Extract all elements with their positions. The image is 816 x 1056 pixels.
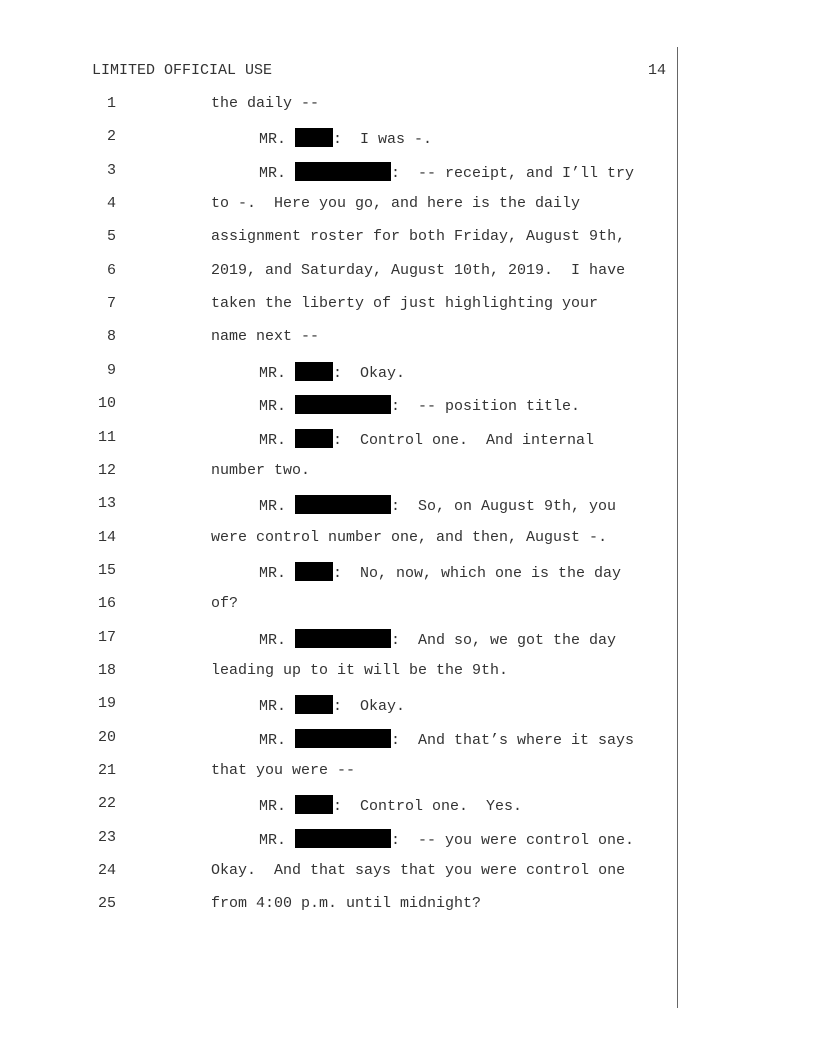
line-number: 25 [97,895,116,913]
speech-text: : No, now, which one is the day [333,564,622,582]
line-number: 21 [97,762,116,779]
transcript-line [0,262,677,286]
redaction-block [295,395,391,414]
line-text [211,295,598,312]
transcript-line [0,429,677,453]
speaker-prefix: MR. [259,731,296,749]
line-number: 19 [97,695,116,713]
line-text [211,762,355,779]
speaker-prefix: MR. [259,831,296,849]
line-number: 18 [97,661,116,679]
line-number: 15 [97,561,116,579]
speaker-prefix: MR. [259,431,296,449]
speaker-line [259,795,522,815]
transcript-line [0,662,677,686]
line-number: 8 [106,328,116,346]
line-number: 5 [106,228,116,246]
line-text-content: name next -- [211,328,320,346]
transcript-line [0,95,677,119]
line-text-content: assignment roster for both Friday, August 9th, [211,228,626,246]
speaker-prefix: MR. [259,698,296,716]
line-number: 13 [97,495,116,513]
transcript-line [0,695,677,719]
line-text-content: 2019, and Saturday, August 10th, 2019. I have [211,261,626,279]
transcript-line [0,729,677,753]
redaction-block [295,429,333,448]
redaction-block [295,362,333,381]
transcript-line [0,795,677,819]
transcript-line [0,629,677,653]
line-number: 3 [106,161,116,179]
line-text [211,595,238,612]
speaker-line [259,695,405,715]
line-text-content: the daily -- [211,95,320,112]
line-text-content: of? [211,595,239,613]
line-number: 23 [97,828,116,846]
transcript-line [0,862,677,886]
line-text [211,529,607,546]
speaker-line [259,162,634,182]
transcript-line [0,228,677,252]
line-number: 14 [97,528,116,546]
line-text [211,662,508,679]
line-number: 1 [106,95,116,112]
transcript-line [0,128,677,152]
line-text-content: number two. [211,461,311,479]
line-number: 9 [106,361,116,379]
speaker-line [259,562,621,582]
redaction-block [295,562,333,581]
page-number: 14 [647,62,666,79]
redaction-block [295,495,391,514]
speaker-prefix: MR. [259,564,296,582]
speech-text: : I was -. [333,131,433,149]
line-text [211,195,580,212]
speech-text: : Okay. [333,364,406,382]
redaction-block [295,829,391,848]
speaker-line [259,128,432,148]
line-number: 2 [106,128,116,146]
line-text-content: to -. Here you go, and here is the daily [211,195,581,213]
transcript-line [0,829,677,853]
line-number: 7 [106,295,116,313]
line-text [211,262,625,279]
line-number: 11 [97,428,116,446]
transcript-line [0,362,677,386]
redaction-block [295,629,391,648]
line-text-content: that you were -- [211,762,356,779]
line-number: 17 [97,628,116,646]
redaction-block [295,729,391,748]
transcript-line [0,462,677,486]
line-number: 12 [97,461,116,479]
transcript-line [0,295,677,319]
line-text-content: from 4:00 p.m. until midnight? [211,895,482,913]
transcript-line [0,328,677,352]
line-number: 24 [97,862,116,880]
line-text [211,895,481,912]
line-text-content: leading up to it will be the 9th. [211,661,509,679]
line-text [211,862,625,879]
speech-text: : And that’s where it says [391,731,635,749]
transcript-line [0,495,677,519]
speaker-line [259,629,616,649]
right-margin-rule [677,47,678,1008]
speaker-line [259,395,580,415]
transcript-line [0,595,677,619]
transcript-line [0,562,677,586]
line-text [211,328,319,345]
line-text [211,462,310,479]
speech-text: : -- you were control one. [391,831,635,849]
transcript-line [0,762,677,786]
speaker-line [259,829,634,849]
speech-text: : Control one. Yes. [333,798,523,816]
speaker-prefix: MR. [259,631,296,649]
line-number: 16 [97,595,116,613]
line-number: 10 [97,395,116,413]
speech-text: : Okay. [333,698,406,716]
page-header-classification: LIMITED OFFICIAL USE [92,62,273,79]
redaction-block [295,128,333,147]
speaker-prefix: MR. [259,364,296,382]
speaker-prefix: MR. [259,798,296,816]
speech-text: : -- receipt, and I’ll try [391,164,635,182]
speaker-line [259,729,634,749]
transcript-line [0,162,677,186]
line-text-content: were control number one, and then, August -. [211,528,608,546]
speaker-prefix: MR. [259,164,296,182]
transcript-line [0,395,677,419]
redaction-block [295,695,333,714]
speaker-prefix: MR. [259,498,296,516]
speech-text: : Control one. And internal [333,431,595,449]
transcript-line [0,895,677,919]
line-number: 4 [106,195,116,213]
transcript-line [0,195,677,219]
line-text [211,228,625,245]
transcript-line [0,529,677,553]
speaker-prefix: MR. [259,398,296,416]
speech-text: : -- position title. [391,398,581,416]
speaker-line [259,429,594,449]
line-text [211,95,319,112]
redaction-block [295,162,391,181]
line-text-content: taken the liberty of just highlighting your [211,295,599,313]
speaker-line [259,362,405,382]
speech-text: : So, on August 9th, you [391,498,617,516]
redaction-block [295,795,333,814]
speaker-prefix: MR. [259,131,296,149]
line-number: 20 [97,728,116,746]
line-text-content: Okay. And that says that you were control one [211,862,626,880]
line-number: 6 [106,261,116,279]
speaker-line [259,495,616,515]
speech-text: : And so, we got the day [391,631,617,649]
line-number: 22 [97,795,116,813]
